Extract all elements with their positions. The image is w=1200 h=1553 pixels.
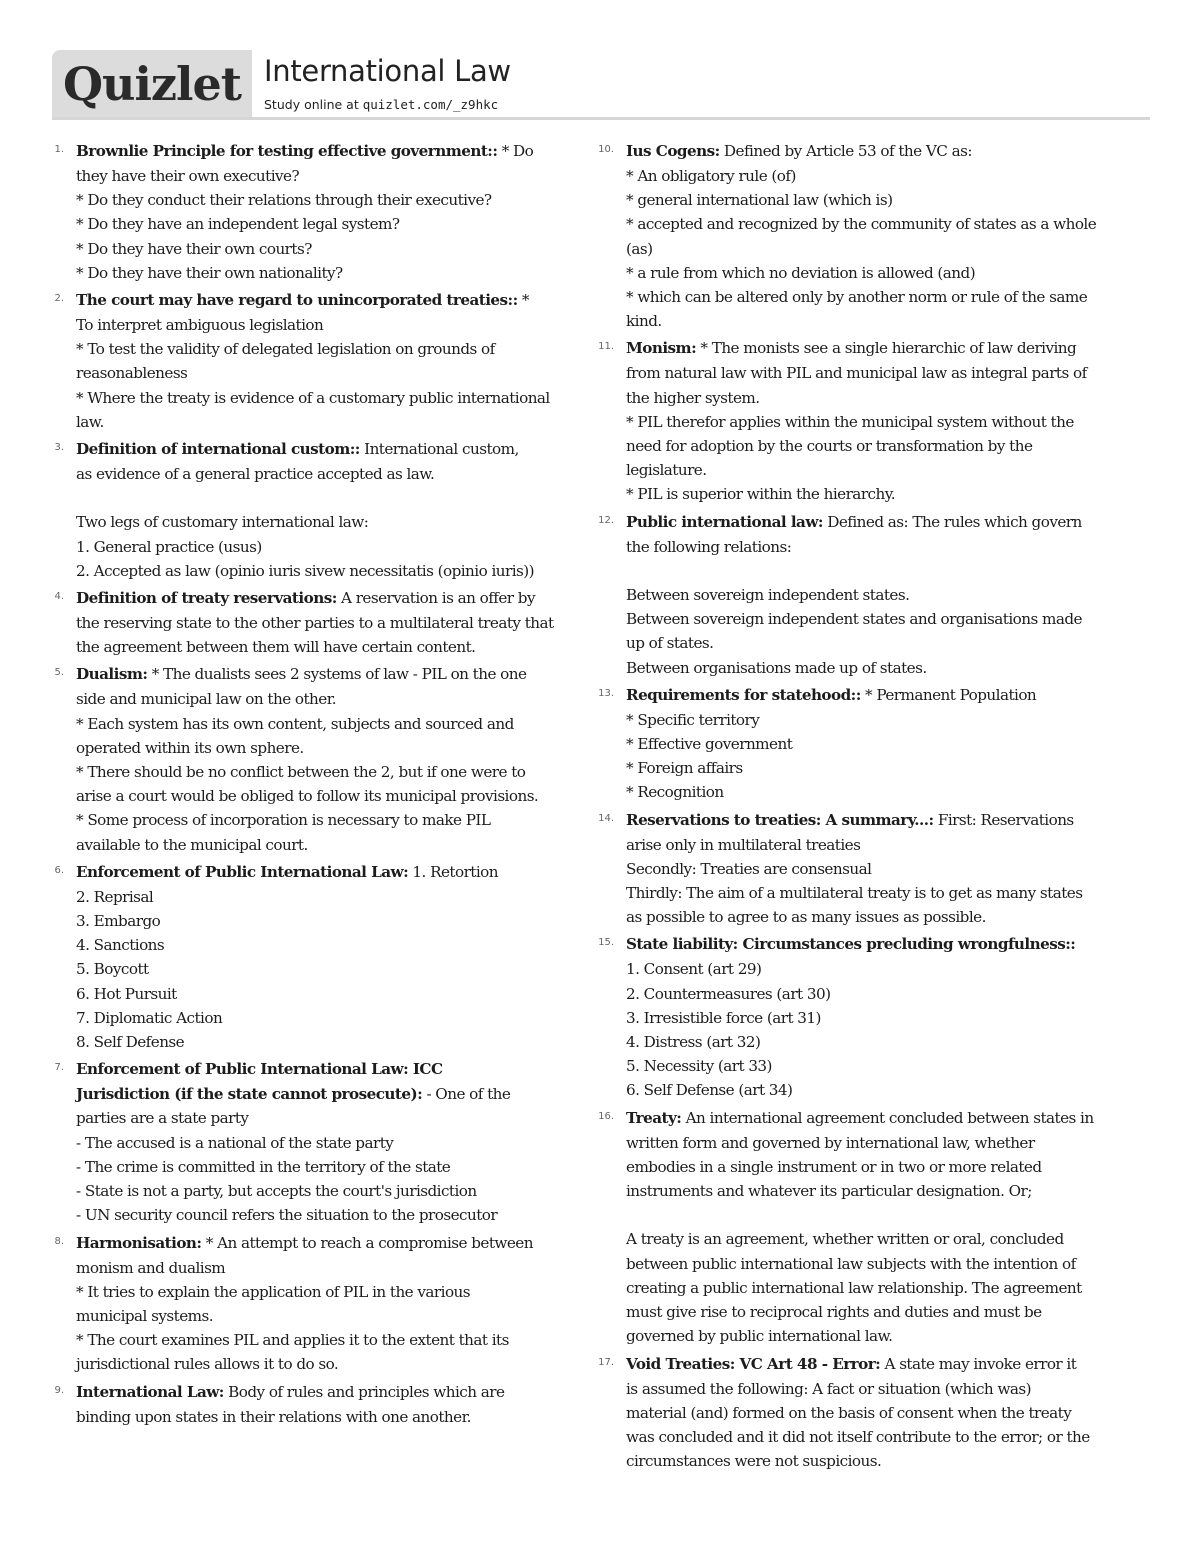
- item-definition-line: 5. Necessity (art 33): [626, 1057, 772, 1076]
- item-definition-line: 4. Distress (art 32): [626, 1033, 761, 1052]
- item-definition-line: up of states.: [626, 634, 714, 653]
- item-definition-line: need for adoption by the courts or transformation by the: [626, 437, 1033, 456]
- flashcard-item: [598, 1351, 1128, 1474]
- item-term: Definition of international custom::: [76, 440, 360, 459]
- item-number: 6.: [54, 864, 64, 876]
- logo-text: Quizlet: [62, 57, 242, 111]
- item-definition-line: * Recognition: [626, 783, 724, 802]
- item-number: 1.: [54, 144, 64, 155]
- item-definition-line: the agreement between them will have certain content.: [76, 638, 476, 657]
- item-definition-line: was concluded and it did not itself contribute to the error; or the: [626, 1427, 1090, 1446]
- flashcard-item: [598, 138, 1128, 333]
- item-term: Enforcement of Public International Law: ICC: [76, 1060, 443, 1079]
- item-number: 4.: [54, 591, 64, 603]
- item-definition-line: * Do they have their own nationality?: [76, 263, 343, 282]
- item-definition-line: 2. Accepted as law (opinio iuris sivew necessitatis (opinio iuris)): [76, 561, 535, 580]
- item-first-line: [76, 1056, 578, 1082]
- item-definition-line: Two legs of customary international law:: [76, 513, 369, 532]
- item-definition-text: First: Reservations: [933, 810, 1074, 829]
- item-definition-line: * It tries to explain the application of PIL in the various: [76, 1282, 471, 1301]
- item-definition-line: A treaty is an agreement, whether written or oral, concluded: [626, 1230, 1064, 1249]
- item-term: Monism:: [626, 339, 697, 358]
- item-term: Treaty:: [626, 1108, 682, 1127]
- item-definition-line: operated within its own sphere.: [76, 738, 304, 757]
- flashcard-item: [48, 1379, 578, 1429]
- flashcard-item: [598, 682, 1128, 805]
- item-definition-line: available to the municipal court.: [76, 835, 308, 854]
- item-definition-line: * The court examines PIL and applies it to the extent that its: [76, 1331, 509, 1350]
- blank-line: [626, 1203, 1128, 1227]
- item-definition-line: municipal systems.: [76, 1306, 214, 1325]
- flashcard-item: [598, 509, 1128, 680]
- item-number: 16.: [598, 1110, 614, 1122]
- item-definition-line: * Some process of incorporation is necessary to make PIL: [76, 811, 491, 830]
- item-definition-line: creating a public international law relationship. The agreement: [626, 1278, 1082, 1297]
- item-definition-line: * Foreign affairs: [626, 759, 743, 778]
- item-definition-line: the following relations:: [626, 537, 792, 556]
- item-definition-line: * Do they conduct their relations through their executive?: [76, 191, 492, 210]
- item-number: 3.: [54, 442, 64, 454]
- item-number: 13.: [598, 687, 614, 699]
- item-definition-text: Defined by Article 53 of the VC as:: [719, 142, 972, 160]
- blank-line: [76, 486, 578, 510]
- item-definition-line: * accepted and recognized by the community of states as a whole: [626, 215, 1097, 234]
- item-first-line: [76, 138, 578, 164]
- item-definition-line: written form and governed by international law, whether: [626, 1133, 1035, 1152]
- item-definition-line: the reserving state to the other parties to a multilateral treaty that: [76, 614, 554, 633]
- item-definition-text: A state may invoke error it: [880, 1354, 1077, 1373]
- right-column: [598, 138, 1128, 1475]
- item-definition-line: Between sovereign independent states.: [626, 586, 910, 605]
- item-definition-line: - UN security council refers the situation to the prosecutor: [76, 1206, 498, 1225]
- item-definition-line: parties are a state party: [76, 1109, 249, 1128]
- item-first-line: [76, 287, 578, 313]
- item-definition-line: (as): [626, 239, 653, 258]
- item-definition-line: * general international law (which is): [626, 191, 893, 210]
- item-definition-text: International custom,: [359, 440, 519, 459]
- item-definition-line: material (and) formed on the basis of consent when the treaty: [626, 1403, 1072, 1422]
- item-definition-line: * Where the treaty is evidence of a customary public international: [76, 388, 550, 407]
- item-definition-text: A reservation is an offer by: [336, 589, 535, 608]
- item-definition-line: 3. Irresistible force (art 31): [626, 1008, 821, 1027]
- item-definition-line: - State is not a party, but accepts the court's jurisdiction: [76, 1182, 477, 1201]
- item-term: International Law:: [76, 1382, 224, 1401]
- flashcard-item: [48, 1056, 578, 1227]
- item-term: Harmonisation:: [76, 1233, 202, 1252]
- item-definition-line: - The crime is committed in the territory of the state: [76, 1157, 451, 1176]
- item-definition-line: * There should be no conflict between the 2, but if one were to: [76, 763, 526, 782]
- item-definition-text: - One of the: [422, 1085, 511, 1104]
- item-definition-line: they have their own executive?: [76, 167, 300, 185]
- item-definition-line: must give rise to reciprocal rights and duties and must be: [626, 1303, 1042, 1322]
- item-definition-line: arise only in multilateral treaties: [626, 835, 861, 854]
- item-number: 7.: [54, 1062, 64, 1074]
- item-definition-line: law.: [76, 412, 104, 431]
- item-number: 5.: [54, 667, 64, 679]
- item-definition-line: 1. General practice (usus): [76, 537, 262, 556]
- item-definition-line: 7. Diplomatic Action: [76, 1008, 223, 1027]
- item-definition-line: instruments and whatever its particular designation. Or;: [626, 1182, 1032, 1201]
- item-first-line: [76, 1379, 578, 1405]
- flashcard-item: [598, 931, 1128, 1102]
- item-definition-text: *: [517, 291, 529, 310]
- item-definition-line: the higher system.: [626, 388, 760, 407]
- item-number: 2.: [54, 293, 64, 305]
- item-definition-line: 3. Embargo: [76, 912, 161, 931]
- item-first-line: [626, 1351, 1128, 1377]
- flashcard-item: [48, 287, 578, 434]
- item-definition-text: * The dualists sees 2 systems of law - PIL on the one: [147, 665, 527, 684]
- item-definition-line: * To test the validity of delegated legislation on grounds of: [76, 340, 495, 359]
- blank-line: [626, 559, 1128, 583]
- page-title: International Law: [264, 54, 511, 88]
- item-definition-line: 5. Boycott: [76, 960, 149, 979]
- item-term: Dualism:: [76, 665, 148, 684]
- study-prefix: Study online at: [264, 97, 363, 112]
- item-definition-line: Between organisations made up of states.: [626, 658, 927, 677]
- flashcard-item: [598, 335, 1128, 506]
- item-term: Public international law:: [626, 512, 823, 531]
- item-first-line: [76, 661, 578, 687]
- item-definition-text: Body of rules and principles which are: [223, 1382, 505, 1401]
- item-definition-line: arise a court would be obliged to follow its municipal provisions.: [76, 787, 539, 806]
- item-definition-line: Thirdly: The aim of a multilateral treaty is to get as many states: [626, 884, 1083, 903]
- item-definition-text: An international agreement concluded between states in: [681, 1108, 1094, 1127]
- item-definition-line: between public international law subjects with the intention of: [626, 1254, 1076, 1273]
- item-definition-line: reasonableness: [76, 364, 188, 383]
- item-definition-text: 1. Retortion: [408, 862, 498, 881]
- item-definition-line: as evidence of a general practice accepted as law.: [76, 465, 435, 484]
- item-definition-line: * Do they have their own courts?: [76, 239, 312, 258]
- item-definition-text: * Do: [497, 142, 534, 160]
- item-definition-line: legislature.: [626, 461, 707, 480]
- item-definition-text: Defined as: The rules which govern: [822, 512, 1082, 531]
- item-definition-line: governed by public international law.: [626, 1327, 893, 1346]
- item-first-line: [76, 585, 578, 611]
- left-column: [48, 138, 578, 1431]
- item-number: 12.: [598, 514, 614, 526]
- header: [52, 50, 1150, 120]
- item-definition-line: * PIL therefor applies within the municipal system without the: [626, 412, 1074, 431]
- item-definition-line: monism and dualism: [76, 1258, 226, 1277]
- item-definition-line: 2. Countermeasures (art 30): [626, 984, 831, 1003]
- item-definition-line: circumstances were not suspicious.: [626, 1452, 882, 1471]
- item-first-line: [76, 859, 578, 885]
- item-definition-line: * a rule from which no deviation is allowed (and): [626, 263, 976, 282]
- item-first-line: [626, 931, 1128, 957]
- item-term-continued: [76, 1082, 578, 1106]
- flashcard-item: [598, 1105, 1128, 1349]
- item-definition-line: 2. Reprisal: [76, 887, 154, 906]
- flashcard-item: [48, 138, 578, 285]
- item-term: Jurisdiction (if the state cannot prosecute):: [76, 1085, 423, 1104]
- item-definition-line: embodies in a single instrument or in two or more related: [626, 1157, 1042, 1176]
- item-term: Brownlie Principle for testing effective government::: [76, 142, 498, 160]
- item-definition-text: * The monists see a single hierarchic of law deriving: [696, 339, 1077, 358]
- item-definition-line: 6. Hot Pursuit: [76, 984, 177, 1003]
- study-url-link[interactable]: quizlet.com/_z9hkc: [362, 97, 499, 112]
- item-first-line: [76, 436, 578, 462]
- quizlet-logo[interactable]: [52, 50, 252, 118]
- item-number: 8.: [54, 1235, 64, 1247]
- item-definition-line: 4. Sanctions: [76, 936, 165, 955]
- item-definition-line: To interpret ambiguous legislation: [76, 316, 324, 335]
- item-number: 14.: [598, 812, 614, 824]
- item-definition-line: is assumed the following: A fact or situation (which was): [626, 1379, 1032, 1398]
- flashcard-item: [48, 661, 578, 856]
- item-definition-line: * Do they have an independent legal system?: [76, 215, 400, 234]
- item-first-line: [626, 335, 1128, 361]
- item-definition-text: * An attempt to reach a compromise between: [201, 1233, 533, 1252]
- item-definition-line: from natural law with PIL and municipal law as integral parts of: [626, 364, 1087, 383]
- item-first-line: [626, 1105, 1128, 1131]
- item-definition-line: * PIL is superior within the hierarchy.: [626, 485, 896, 504]
- item-number: 17.: [598, 1356, 614, 1368]
- item-term: Void Treaties: VC Art 48 - Error:: [626, 1354, 881, 1373]
- item-term: Ius Cogens:: [626, 142, 720, 160]
- item-definition-line: as possible to agree to as many issues as possible.: [626, 908, 986, 927]
- item-definition-line: Between sovereign independent states and organisations made: [626, 610, 1082, 629]
- item-term: The court may have regard to unincorporated treaties::: [76, 291, 518, 310]
- item-definition-line: Secondly: Treaties are consensual: [626, 859, 872, 878]
- item-definition-line: side and municipal law on the other.: [76, 690, 337, 709]
- item-definition-line: * which can be altered only by another norm or rule of the same: [626, 288, 1088, 307]
- item-definition-line: * Each system has its own content, subjects and sourced and: [76, 714, 514, 733]
- item-term: Reservations to treaties: A summary...:: [626, 810, 934, 829]
- item-definition-line: 1. Consent (art 29): [626, 960, 762, 979]
- flashcard-item: [48, 436, 578, 583]
- item-term: State liability: Circumstances precluding wrongfulness::: [626, 935, 1076, 954]
- item-first-line: [76, 1230, 578, 1256]
- item-definition-line: * Effective government: [626, 735, 793, 754]
- item-term: Requirements for statehood::: [626, 685, 861, 704]
- flashcard-item: [48, 859, 578, 1054]
- item-first-line: [626, 807, 1128, 833]
- item-first-line: [626, 682, 1128, 708]
- flashcard-item: [48, 1230, 578, 1377]
- item-definition-line: * Specific territory: [626, 710, 760, 729]
- item-definition-line: 8. Self Defense: [76, 1033, 185, 1052]
- item-number: 10.: [598, 144, 614, 155]
- item-definition-line: * An obligatory rule (of): [626, 167, 796, 185]
- flashcard-item: [598, 807, 1128, 930]
- item-term: Enforcement of Public International Law:: [76, 862, 409, 881]
- item-number: 15.: [598, 937, 614, 949]
- item-definition-line: kind.: [626, 312, 662, 331]
- item-definition-line: jurisdictional rules allows it to do so.: [76, 1355, 339, 1374]
- study-online-line: [264, 97, 498, 112]
- item-first-line: [626, 509, 1128, 535]
- item-definition-line: binding upon states in their relations with one another.: [76, 1407, 471, 1426]
- item-definition-text: * Permanent Population: [860, 685, 1037, 704]
- header-divider: [52, 117, 1150, 120]
- flashcard-item: [48, 585, 578, 659]
- item-definition-line: 6. Self Defense (art 34): [626, 1081, 793, 1100]
- item-number: 11.: [598, 341, 614, 353]
- item-definition-line: - The accused is a national of the state party: [76, 1133, 394, 1152]
- item-number: 9.: [54, 1384, 64, 1396]
- item-first-line: [626, 138, 1128, 164]
- item-term: Definition of treaty reservations:: [76, 589, 337, 608]
